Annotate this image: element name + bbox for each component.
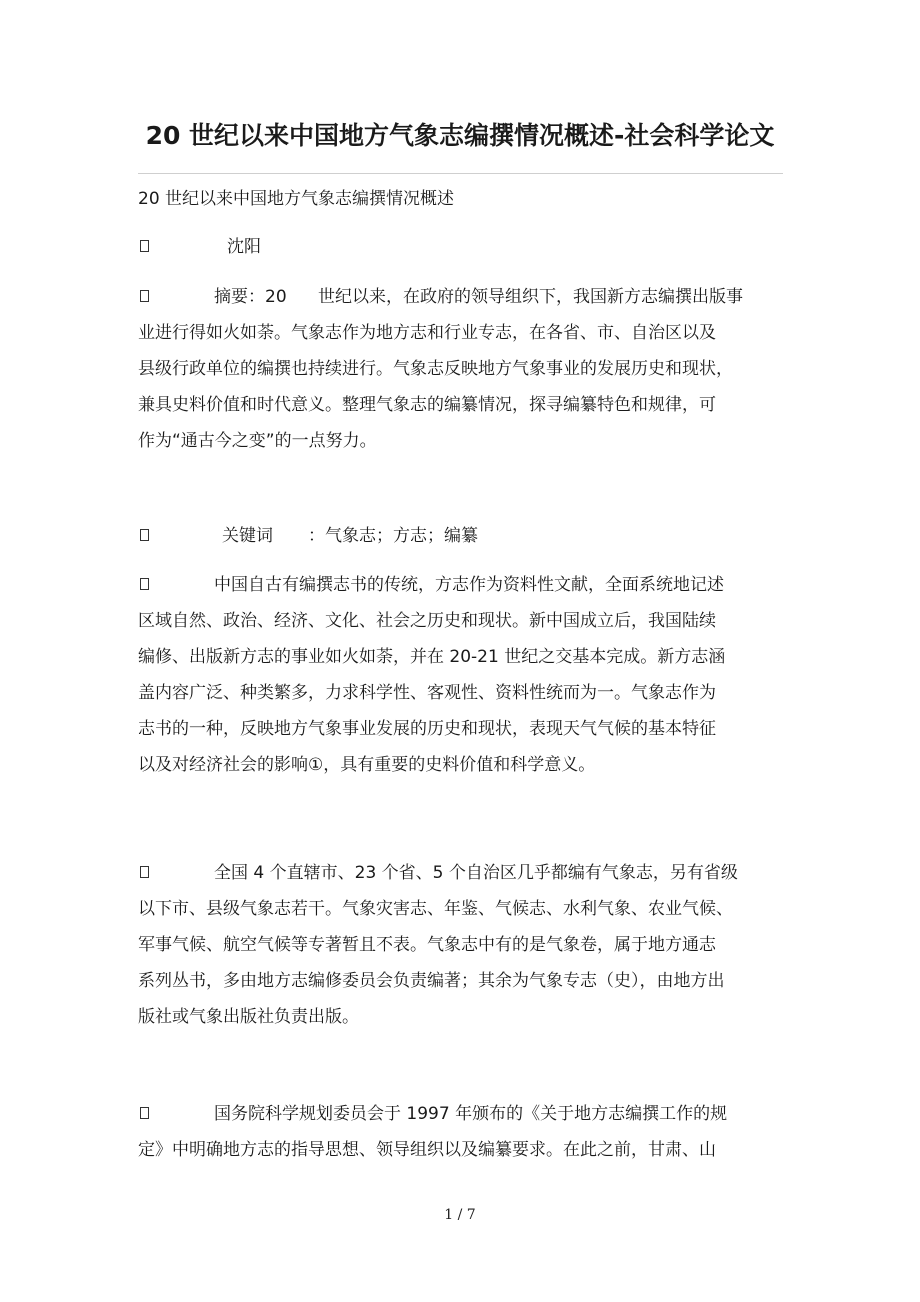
body-paragraph — [138, 567, 784, 783]
paragraph-line: 版社或气象出版社负责出版。 — [138, 1007, 359, 1027]
paragraph-line: 以下市、县级气象志若干。气象灾害志、年鉴、气候志、水利气象、农业气候、 — [138, 899, 733, 919]
keywords-paragraph — [138, 518, 784, 554]
author-paragraph — [138, 229, 784, 265]
paragraph-first-line — [138, 1096, 784, 1132]
missing-glyph-box-icon — [140, 866, 149, 878]
keywords-line — [138, 518, 784, 554]
paragraph-line: 志书的一种，反映地方气象事业发展的历史和现状，表现天气气候的基本特征 — [138, 719, 716, 739]
document-title: 20 世纪以来中国地方气象志编撰情况概述-社会科学论文 — [145, 121, 775, 150]
abstract-line: 业进行得如火如荼。气象志作为地方志和行业专志，在各省、市、自治区以及 — [138, 323, 716, 343]
paragraph-line: 定》中明确地方志的指导思想、领导组织以及编纂要求。在此之前，甘肃、山 — [138, 1140, 716, 1160]
missing-glyph-box-icon — [140, 578, 149, 590]
missing-glyph-box-icon — [140, 1107, 149, 1119]
paragraph-first-text: 中国自古有编撰志书的传统，方志作为资料性文献，全面系统地记述 — [214, 575, 724, 595]
title-divider — [138, 173, 783, 174]
keywords-value: ：气象志；方志；编纂 — [308, 526, 478, 546]
paragraph-line: 以及对经济社会的影响①，具有重要的史料价值和科学意义。 — [138, 755, 596, 775]
abstract-first-line — [138, 279, 784, 315]
missing-glyph-box-icon — [140, 290, 149, 302]
paragraph-first-line — [138, 855, 784, 891]
paragraph-line: 编修、出版新方志的事业如火如荼，并在 20-21 世纪之交基本完成。新方志涵 — [138, 647, 726, 667]
paragraph-line: 系列丛书，多由地方志编修委员会负责编著；其余为气象专志（史），由地方出 — [138, 971, 725, 991]
abstract-first-text: 世纪以来，在政府的领导组织下，我国新方志编撰出版事 — [318, 287, 743, 307]
missing-glyph-box-icon — [140, 240, 149, 252]
paragraph-first-text: 国务院科学规划委员会于 1997 年颁布的《关于地方志编撰工作的规 — [214, 1104, 728, 1124]
paragraph-first-line — [138, 567, 784, 603]
author-name: 沈阳 — [227, 237, 261, 257]
paragraph-line: 军事气候、航空气候等专著暂且不表。气象志中有的是气象卷，属于地方通志 — [138, 935, 716, 955]
keywords-label: 关键词 — [222, 526, 273, 546]
document-subtitle: 20 世纪以来中国地方气象志编撰情况概述 — [138, 189, 455, 209]
abstract-paragraph — [138, 279, 784, 459]
abstract-line: 县级行政单位的编撰也持续进行。气象志反映地方气象事业的发展历史和现状， — [138, 359, 733, 379]
body-paragraph — [138, 855, 784, 1035]
missing-glyph-box-icon — [140, 529, 149, 541]
page-indicator: 1 / 7 — [444, 1207, 476, 1223]
author-line — [138, 229, 784, 265]
abstract-line: 兼具史料价值和时代意义。整理气象志的编纂情况，探寻编纂特色和规律，可 — [138, 395, 716, 415]
paragraph-line: 区域自然、政治、经济、文化、社会之历史和现状。新中国成立后，我国陆续 — [138, 611, 716, 631]
abstract-label: 摘要：20 — [214, 287, 287, 307]
body-paragraph — [138, 1096, 784, 1168]
abstract-line: 作为“通古今之变”的一点努力。 — [138, 431, 377, 451]
paragraph-line: 盖内容广泛、种类繁多，力求科学性、客观性、资料性统而为一。气象志作为 — [138, 683, 716, 703]
paragraph-first-text: 全国 4 个直辖市、23 个省、5 个自治区几乎都编有气象志，另有省级 — [214, 863, 738, 883]
